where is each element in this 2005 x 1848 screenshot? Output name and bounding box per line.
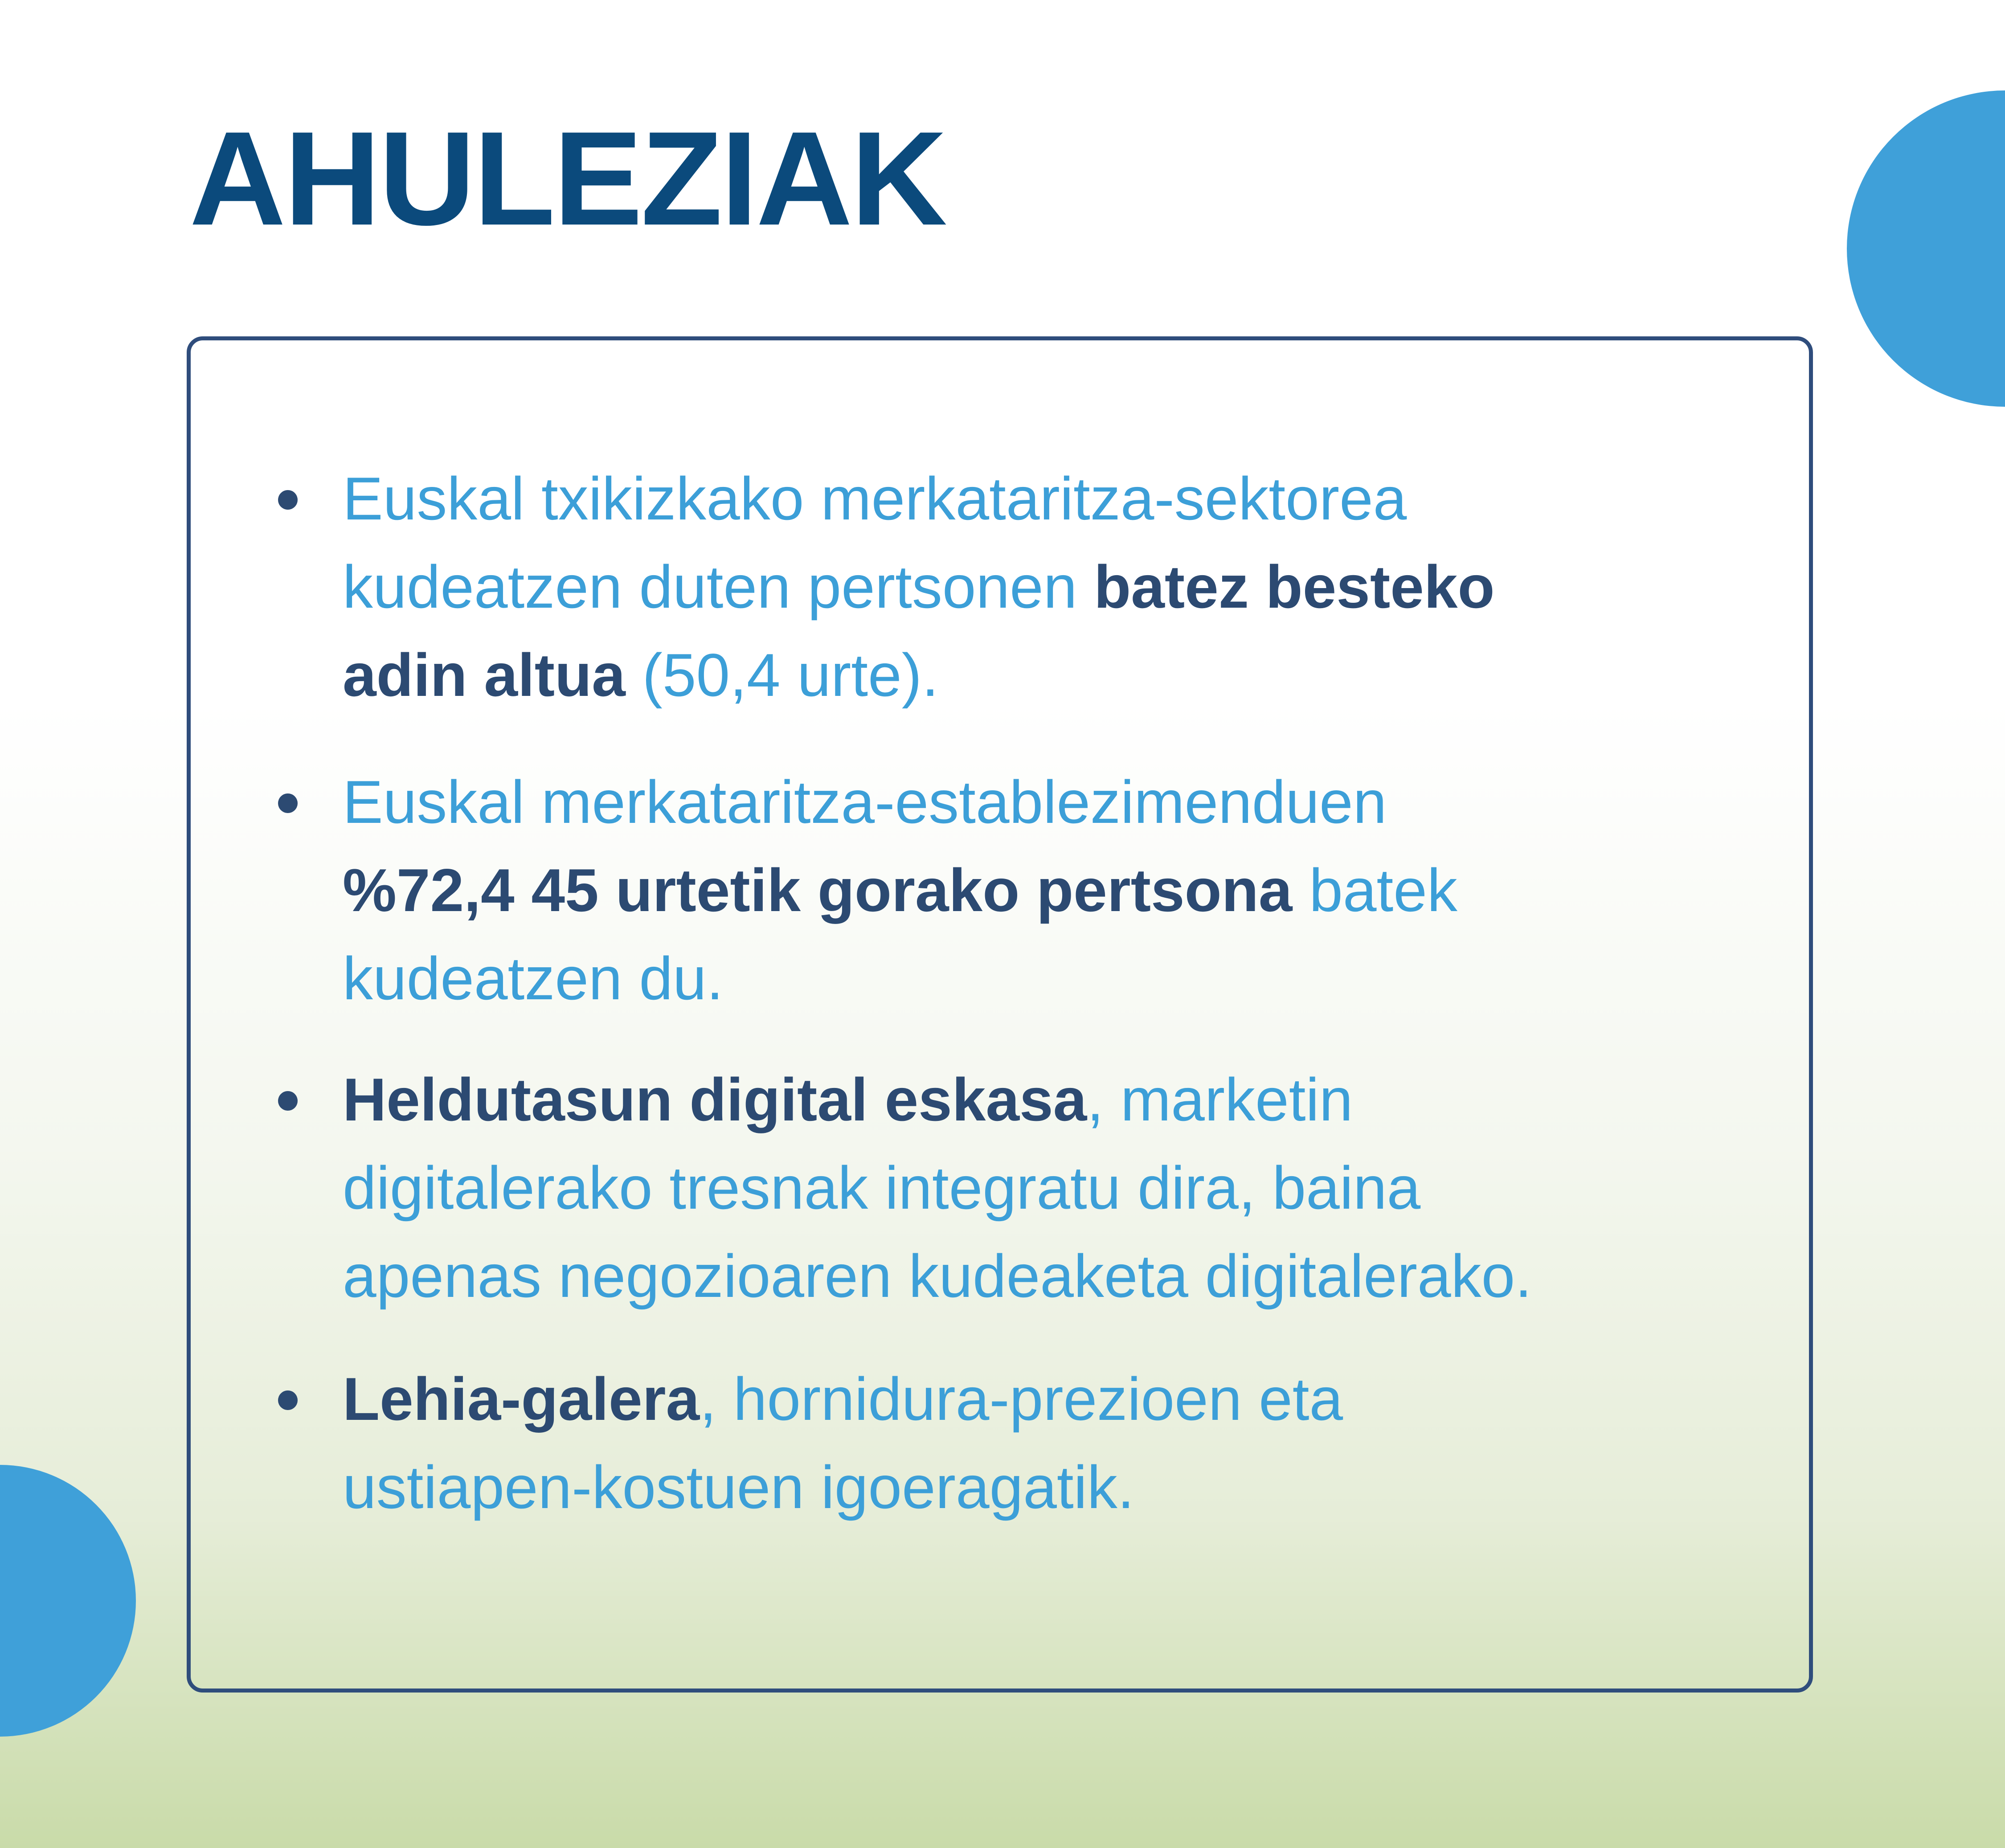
bold-text: Heldutasun digital eskasa xyxy=(343,1066,1087,1133)
page-title: AHULEZIAK xyxy=(189,103,946,253)
bullet-line xyxy=(343,758,1768,846)
bold-text: batez besteko xyxy=(1094,553,1495,621)
bullet-item xyxy=(343,1355,1768,1531)
bullet-line xyxy=(343,846,1768,934)
bullet-line xyxy=(343,631,1768,719)
text: , hornidura-prezioen eta xyxy=(700,1365,1343,1433)
text: Euskal merkataritza-establezimenduen xyxy=(343,768,1387,836)
decorative-circle-top-right xyxy=(1847,90,2005,407)
bullet-item xyxy=(343,454,1768,719)
text: kudeatzen duten pertsonen xyxy=(343,553,1094,621)
bullet-line xyxy=(343,1443,1768,1531)
text: apenas negozioaren kudeaketa digitalerako. xyxy=(343,1242,1532,1310)
bullet-item xyxy=(343,758,1768,1022)
text: ustiapen-kostuen igoeragatik. xyxy=(343,1453,1134,1521)
bullet-icon xyxy=(278,793,298,813)
text: (50,4 urte). xyxy=(625,641,939,709)
bullet-icon xyxy=(278,490,298,510)
text: kudeatzen du. xyxy=(343,944,724,1012)
text: Euskal txikizkako merkataritza-sektorea xyxy=(343,465,1407,532)
bullet-icon xyxy=(278,1091,298,1111)
bold-text: adin altua xyxy=(343,641,626,709)
bullet-icon xyxy=(278,1390,298,1410)
bullet-line xyxy=(343,934,1768,1022)
text: digitalerako tresnak integratu dira, baina xyxy=(343,1154,1421,1222)
bullet-line xyxy=(343,454,1768,543)
bullet-line xyxy=(343,1232,1768,1320)
text: batek xyxy=(1292,856,1457,924)
bullet-line xyxy=(343,1055,1768,1144)
bullet-line xyxy=(343,1355,1768,1443)
decorative-circle-bottom-left xyxy=(0,1465,136,1737)
bold-text: %72,4 45 urtetik gorako pertsona xyxy=(343,856,1293,924)
bullet-item xyxy=(343,1055,1768,1320)
bold-text: Lehia-galera xyxy=(343,1365,700,1433)
bullet-line xyxy=(343,543,1768,631)
text: , marketin xyxy=(1087,1066,1353,1133)
bullet-line xyxy=(343,1144,1768,1232)
